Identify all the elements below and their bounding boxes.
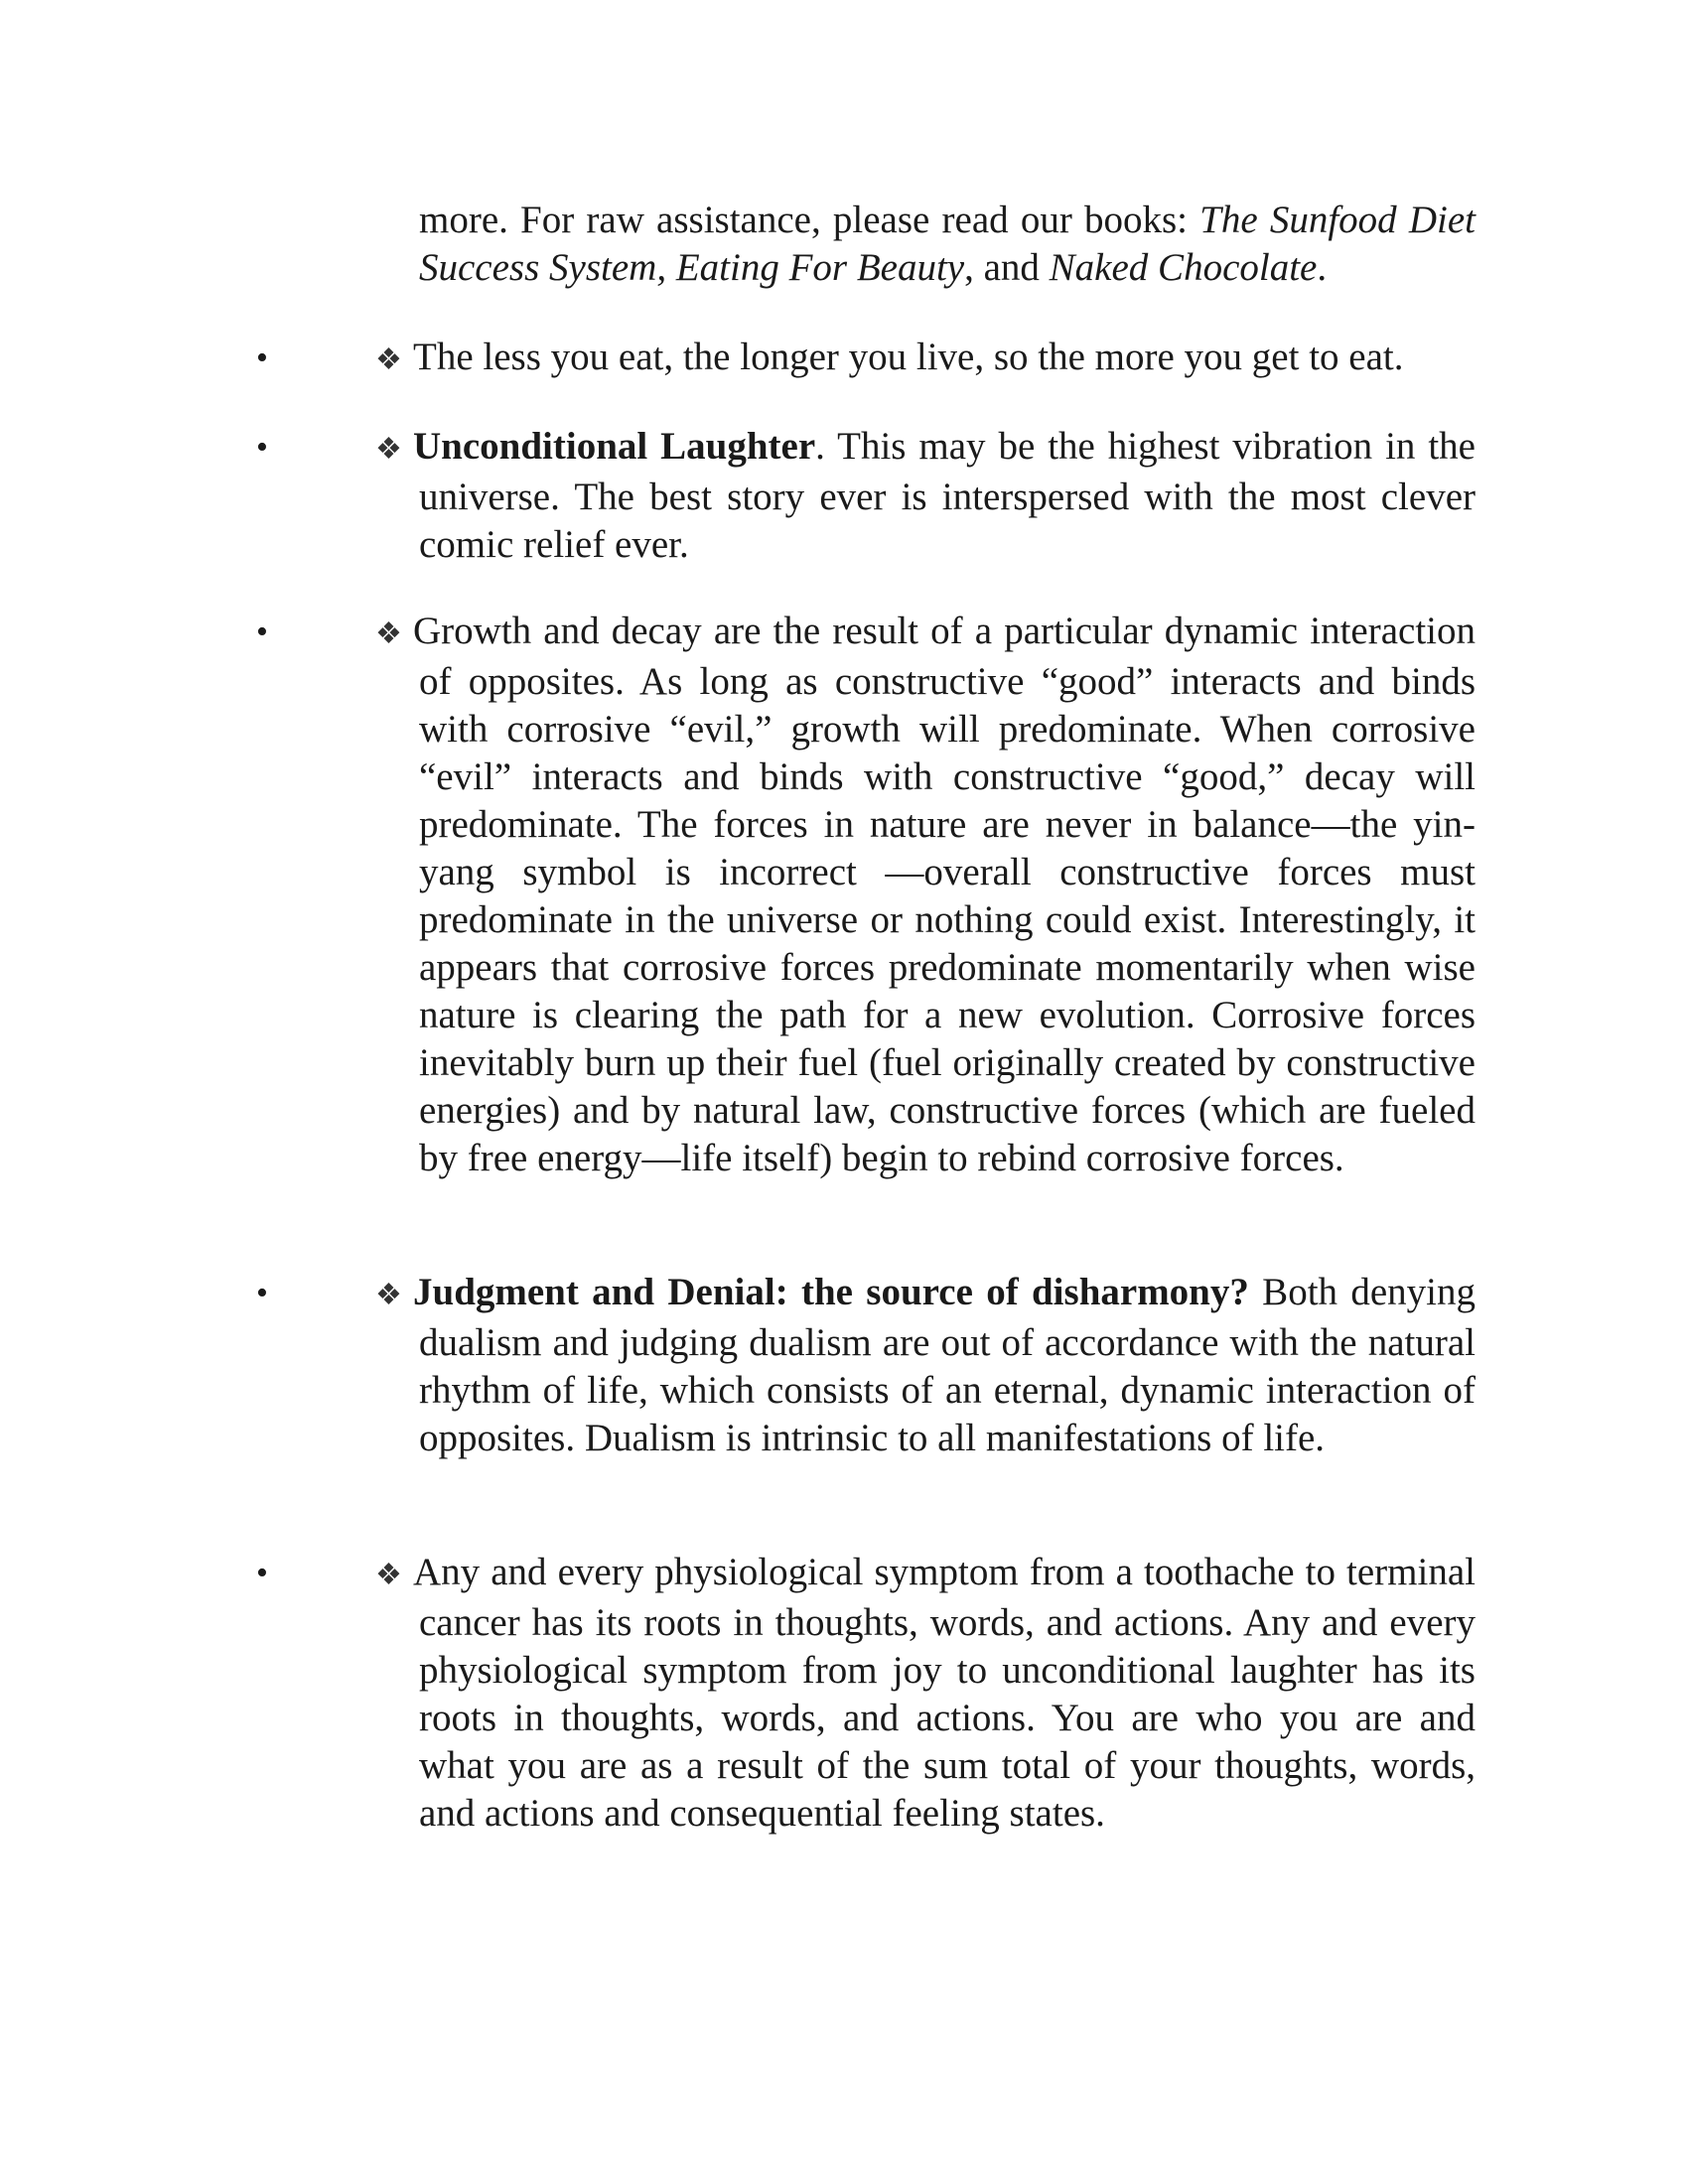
bullet-3: • xyxy=(256,614,268,650)
intro-text-1: more. For raw assistance, please read our books: xyxy=(419,199,1200,241)
item-text: Both denying dualism and judging dualism are out of accordance with the natural rhythm of life, which consists of an eternal, dynamic interaction of opposites. Dualism is intrinsic to all manifestations of life. xyxy=(419,1271,1476,1459)
book-title-1: The Sunfood Diet Success System, Eating For Beauty xyxy=(419,199,1477,289)
intro-text-3: . xyxy=(1317,246,1328,289)
intro-paragraph xyxy=(419,197,1476,292)
intro-text-2: , and xyxy=(964,246,1050,289)
bullet-4: • xyxy=(256,1275,268,1311)
diamond-icon: ❖ xyxy=(375,1279,402,1311)
diamond-icon: ❖ xyxy=(375,433,402,466)
diamond-icon: ❖ xyxy=(375,343,402,376)
item-text: The less you eat, the longer you live, so the more you get to eat. xyxy=(413,336,1404,378)
list-item-5 xyxy=(375,1549,1476,1838)
item-text: Growth and decay are the result of a particular dynamic interaction of opposites. As long as constructive “good” interacts and binds with corrosive “evil,” growth will predominate. When corrosive “evil” interacts and binds with constructive “good,” decay will predominate. The forces in nature are never in balance—the yin-yang symbol is incorrect —overall constructive forces must predominate in the universe or nothing could exist. Interestingly, it appears that corrosive forces predominate momentarily when wise nature is clearing the path for a new evolution. Corrosive forces inevitably burn up their fuel (fuel originally created by constructive energies) and by natural law, constructive forces (which are fueled by free energy—life itself) begin to rebind corrosive forces. xyxy=(413,610,1476,1179)
list-item-1 xyxy=(375,334,1476,384)
item-heading: Judgment and Denial: the source of disharmony? xyxy=(413,1271,1249,1313)
item-heading: Unconditional Laughter xyxy=(413,425,816,468)
list-item-3 xyxy=(375,608,1476,1182)
book-title-2: Naked Chocolate xyxy=(1049,246,1318,289)
item-text: Any and every physiological symptom from a toothache to terminal cancer has its roots in thoughts, words, and actions. Any and every physiological symptom from joy to unconditional laughter has its roots in thoughts, words, and actions. You are who you are and what you are as a result of the sum total of your thoughts, words, and actions and consequential feeling states. xyxy=(413,1551,1476,1835)
bullet-2: • xyxy=(256,429,268,466)
list-item-2 xyxy=(375,423,1476,569)
diamond-icon: ❖ xyxy=(375,617,402,650)
bullet-1: • xyxy=(256,340,268,376)
list-item-4 xyxy=(375,1269,1476,1462)
diamond-icon: ❖ xyxy=(375,1559,402,1591)
item-text: . This may be the highest vibration in the universe. The best story ever is interspersed with the most clever comic relief ever. xyxy=(419,425,1476,566)
bullet-5: • xyxy=(256,1555,268,1591)
